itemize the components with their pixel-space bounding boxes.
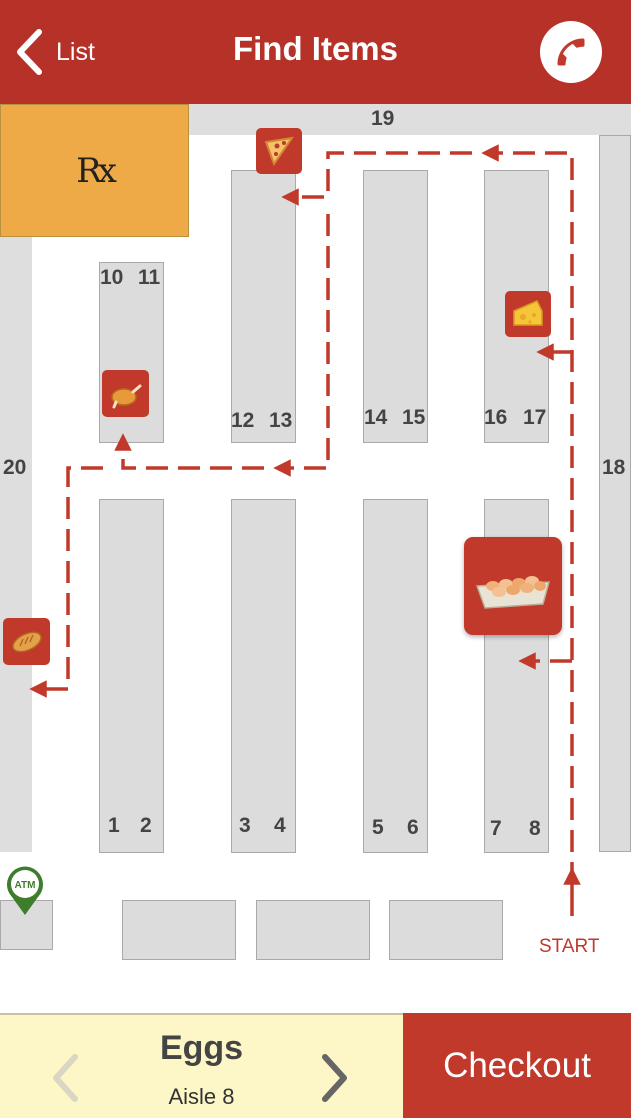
chevron-right-icon: [320, 1053, 350, 1103]
start-label: START: [539, 936, 600, 957]
aisle-label: 8: [529, 817, 541, 840]
aisle-label: 11: [138, 266, 161, 289]
cheese-icon: [511, 297, 545, 331]
aisle-label: 4: [274, 814, 286, 837]
poultry-marker[interactable]: [102, 370, 149, 417]
cheese-marker[interactable]: [505, 291, 551, 337]
aisle-label: 16: [484, 406, 508, 429]
aisle-label: 10: [100, 266, 124, 289]
aisle-label: 14: [364, 406, 388, 429]
chevron-left-icon: [14, 28, 44, 76]
turkey-icon: [108, 376, 144, 412]
atm-pin-icon[interactable]: [4, 865, 46, 917]
pizza-icon: [262, 134, 296, 168]
aisle-label: 3: [239, 814, 251, 837]
eggs-marker-selected[interactable]: [464, 537, 562, 635]
pizza-marker[interactable]: [256, 128, 302, 174]
aisle-label: 17: [523, 406, 547, 429]
current-item-aisle: Aisle 8: [168, 1084, 235, 1109]
route-start-segment: [490, 153, 572, 884]
egg-carton-icon: [473, 556, 553, 616]
call-button[interactable]: [540, 21, 602, 83]
checkout-button[interactable]: Checkout: [403, 1013, 631, 1118]
aisle-label: 13: [269, 409, 293, 432]
current-item-name: Eggs: [159, 1029, 244, 1067]
back-label: List: [56, 37, 95, 66]
bread-icon: [9, 624, 45, 660]
route-top-segment: [290, 153, 472, 197]
store-map: [0, 104, 631, 1013]
aisle-label: 20: [3, 456, 27, 479]
pharmacy-rx-label: Rx: [76, 150, 113, 191]
bread-marker[interactable]: [3, 618, 50, 665]
aisle-label: 12: [231, 409, 255, 432]
next-item-button[interactable]: [320, 1053, 350, 1108]
aisle-label: 6: [407, 816, 419, 839]
page-title: Find Items: [232, 30, 399, 67]
aisle-label: 5: [372, 816, 384, 839]
aisle-label: 15: [402, 406, 426, 429]
atm-label: ATM: [14, 880, 36, 891]
aisle-label: 7: [490, 817, 502, 840]
route-left-segment: [123, 442, 264, 468]
aisle-label: 19: [371, 107, 395, 130]
back-button[interactable]: [14, 28, 95, 76]
route-middle-segment: [282, 214, 328, 468]
phone-icon: [553, 34, 589, 70]
app-header: [0, 0, 631, 104]
aisle-label: 2: [140, 814, 152, 837]
aisle-label: 1: [108, 814, 120, 837]
item-navigator: [0, 1013, 403, 1118]
aisle-label: 18: [602, 456, 626, 479]
